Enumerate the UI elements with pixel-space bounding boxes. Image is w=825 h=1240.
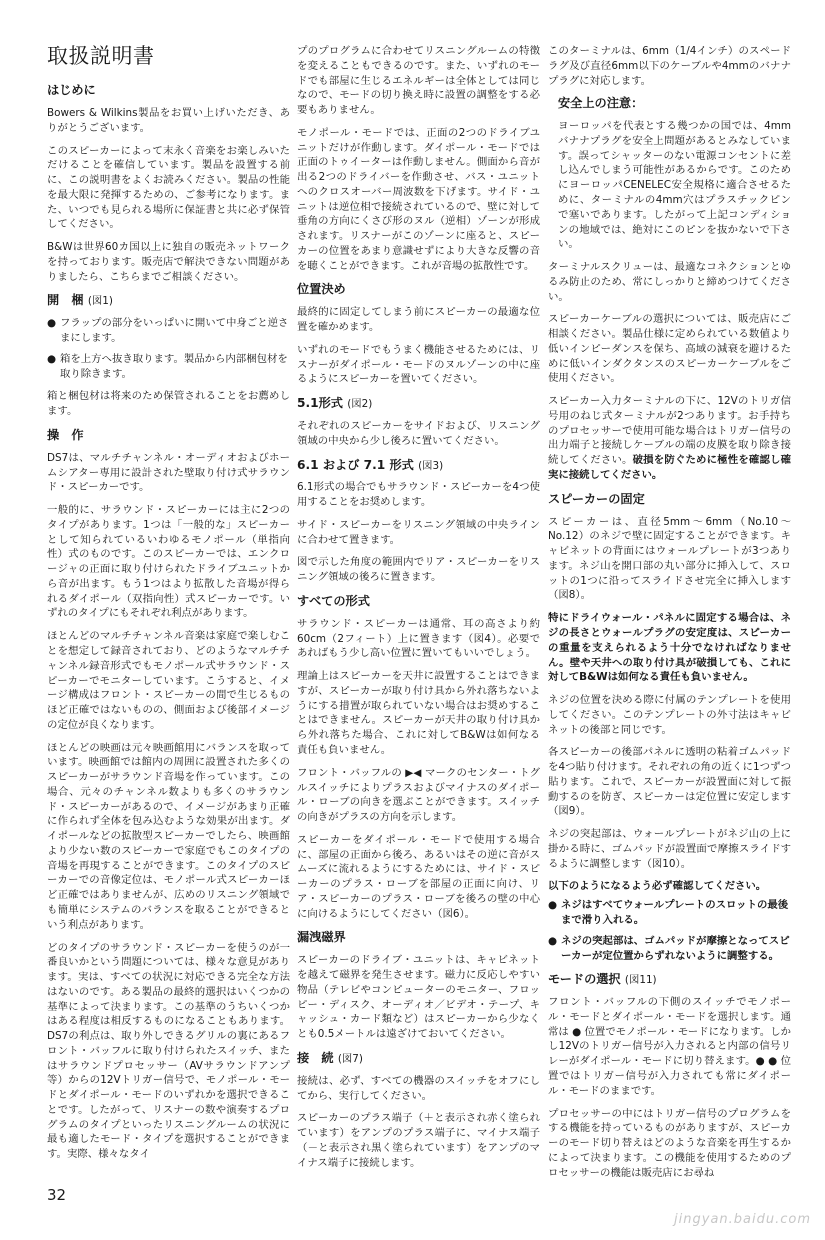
subheading-5-1 [297,396,540,412]
subheading-all: すべての形式 [297,594,370,609]
paragraph: スピーカーケーブルの選択については、販売店にご相談ください。製品仕様に定められている数値より低いインピーダンスを保ち、高域の減衰を避けるために低いインダクタンスのスピーカーケーブルをご使用ください。 [548,313,791,385]
figure-ref: (図1) [87,295,113,308]
bullet-icon: ● [47,317,57,330]
heading-text: 接 続 [297,1050,334,1065]
paragraph: スピーカーは、直径5mm～6mm（No.10～No.12）のネジで壁に固定することができます。キャビネットの背面にはウォールプレートが3つあります。ネジ山を開口部の丸い部分に挿入して、スロットの1つに沿ってスライドさせ完全に挿入します（図8）。 [548,515,791,602]
section-heading-position: 位置決め [297,282,346,297]
paragraph: スピーカーのドライブ・ユニットは、キャビネットを越えて磁界を発生させます。磁力に反応しやすい物品（テレビやコンピューターのモニター、フロッピー・ディスク、オーディオ／ビデオ・テープ、キャッシュ・カード類など）はスピーカーから少なくとも0.5メートルは遠ざけておいてください。 [297,954,540,1041]
column-left [47,44,290,1170]
paragraph: プのプログラムに合わせてリスニングルームの特徴を変えることもできるのです。また、いずれのモードでも部屋に生じるエネルギーは全体としては同じなので、モードの切り換え時に設置の調整をする必要もありません。 [297,45,540,117]
paragraph: 箱と梱包材は将来のため保管されることをお薦めします。 [47,390,290,418]
check-list [548,898,791,963]
column-right [548,44,791,1188]
list-item [548,934,791,964]
paragraph: 各スピーカーの後部パネルに透明の粘着ゴムパッドを4つ貼り付けます。それぞれの角の近くに1つずつ貼ります。これで、スピーカーが設置面に対して振動するのを防ぎ、スピーカーは定位置に安定します（図9）。 [548,746,791,818]
paragraph-bold-text: 破損を防ぐために極性を確認し確実に接続してください。 [548,454,792,481]
list-item-text: ネジはすべてウォールプレートのスロットの最後まで滑り入れる。 [561,899,789,926]
page-number: 32 [47,1186,67,1204]
figure-ref: (図7) [337,1052,363,1065]
safety-heading: 安全上の注意： [558,96,644,111]
paragraph: スピーカーをダイポール・モードで使用する場合に、部屋の正面から後ろ、あるいはその逆に音がスムーズに流れるようにするためには、サイド・スピーカーのプラス・ローブを部屋の正面に向け、リア・スピーカーのプラス・ローブを後ろの壁の中心に向けるようにしてください（図6）。 [297,833,540,920]
heading-text: 開 梱 [47,293,84,308]
paragraph: フロント・バッフルの下側のスイッチでモノポール・モードとダイポール・モードを選択します。通常は ● 位置でモノポール・モードになります。しかし12Vのトリガー信号が入力されると内部の信号リレーがダイポール・モードに切り替えます。● ● 位置ではトリガー信号が入力されても常にダイポール・モードのままです。 [548,996,791,1097]
list-item [47,352,290,382]
safety-note [558,96,791,252]
paragraph: 理論上はスピーカーを天井に設置することはできますが、スピーカーが取り付け具から外れ落ちないようにする措置が取られていない場合はお奨めすることはできません。スピーカーが天井の取り付け具から外れ落ちた場合、これに対してB&Wは如何なる責任も負いません。 [297,670,540,756]
paragraph: ネジの突起部は、ウォールプレートがネジ山の上に掛かる時に、ゴムパッドが設置面で摩擦スライドするように調整します（図10）。 [548,828,791,870]
figure-ref: (図2) [347,398,373,411]
paragraph: それぞれのスピーカーをサイドおよび、リスニング領域の中央から少し後ろに置いてください。 [297,420,540,447]
paragraph: サラウンド・スピーカーは通常、耳の高さより約60cm（2フィート）上に置きます（図4）。必要であればもう少し高い位置に置いてもいいでしょう。 [297,617,540,660]
column-middle [297,44,540,1178]
section-heading-leak: 漏洩磁界 [297,930,346,945]
paragraph: Bowers & Wilkins製品をお買い上げいただき、ありがとうございます。 [47,107,290,134]
paragraph: 接続は、必ず、すべての機器のスイッチをオフにしてから、実行してください。 [297,1074,540,1102]
paragraph: どのタイプのサラウンド・スピーカーを使うのが一番良いかという問題については、様々な意見があります。実は、すべての状況に対応できる完全な方法はないのです。ある製品の最終的選択はいくつかの基準によって決まります。この基準のうちいくつかはある程度は相反するものになることもあります。DS7の利点は、取り外しできるグリルの裏にあるフロント・バッフルに取り付けられたスイッチ、またはサラウンドプロセッサー（AVサラウンドアンプ等）からの12Vトリガー信号で、モノポール・モードとダイポール・モードのいずれかを選択できることです。したがって、リスナーの数や演奏するプログラムのタイプといったリスニングルームの状況に最も適したモード・タイプを選択することができます。実際、様々なタイ [47,941,290,1161]
list-item [47,316,290,346]
list-item [548,898,791,928]
paragraph: プロセッサーの中にはトリガー信号のプログラムをする機能を持っているものがありますが、スピーカーのモード切り替えはどのような音楽を再生するかによって決まります。この機能を使用するためのプロセッサーの機能は販売店にお尋ね [548,1107,791,1179]
paragraph: 6.1形式の場合でもサラウンド・スピーカーを4つ使用することをお奨めします。 [297,481,540,509]
paragraph: 一般的に、サラウンド・スピーカーには主に2つのタイプがあります。1つは「一般的な」スピーカーとして知られているいわゆるモノポール（単指向性）式のものです。このスピーカーでは、エンクロージャの正面に取り付けられたドライブユニットから音が出ます。もう1つはより拡散した音場が得られるダイポール（双指向性）式スピーカーです。いずれのタイプにもそれぞれ利点があります。 [47,504,290,620]
paragraph: 最終的に固定してしまう前にスピーカーの最適な位置を確かめます。 [297,306,540,334]
paragraph: DS7は、マルチチャンネル・オーディオおよびホームシアター専用に設計された壁取り付け式サラウンド・スピーカーです。 [47,451,290,494]
heading-text: モードの選択 [548,972,621,987]
paragraph: ほとんどの映画は元々映画館用にバランスを取っています。映画館では館内の周囲に設置された多くのスピーカーがサラウンド音場を作っています。この場合、元々のチャンネル数よりも多くのサラウンド・スピーカーがあるので、イメージがあまり正確に作られず全体を包み込むような効果が出ます。ダイポールなどの拡散型スピーカーでしたら、映画館より少ない数のスピーカーで家庭でもこのタイプの音場を再現することができます。このタイプのスピーカーでの音像定位は、モノポール式スピーカーほど正確ではありませんが、広めのリスニング領域でも簡単にシステムのバランスを取ることができるという利点があります。 [47,741,290,931]
check-title: 以下のようになるよう必ず確認してください。 [548,880,767,893]
paragraph: ネジの位置を決める際に付属のテンプレートを使用してください。このテンプレートの外寸法はキャビネットの後部と同じです。 [548,694,791,736]
paragraph [548,394,791,483]
figure-ref: (図3) [418,459,444,472]
section-heading-intro: はじめに [47,83,96,98]
paragraph: ターミナルスクリューは、最適なコネクションとゆるみ防止のため、常にしっかりと締めつけてください。 [548,261,791,303]
figure-ref: (図11) [624,974,657,987]
paragraph-text: スピーカー入力ターミナルの下に、12Vのトリガ信号用のねじ式ターミナルが2つあります。お手持ちのプロセッサーで使用可能な場合はトリガー信号の出力端子と接続しケーブルの端の皮膜を取り除き接続してください。 [548,395,791,467]
paragraph: いずれのモードでもうまく機能させるためには、リスナーがダイポール・モードのヌルゾーンの中に座るようにスピーカーを置いてください。 [297,343,540,386]
paragraph: フロント・バッフルの ▶◀ マークのセンター・トグルスイッチによりプラスおよびマイナスのダイポール・ローブの向きを選ぶことができます。スイッチの向きがプラスの方向を示します。 [297,766,540,824]
paragraph: ヨーロッパを代表とする幾つかの国では、4mmバナナプラグを安全上問題があるとみなしています。誤ってシャッターのない電源コンセントに差し込んでしまう可能性があるからです。このためにヨーロッパCENELEC安全規格に適合させるために、ターミナルの4mm穴はプラスチックピンで塞いであります。したがって上記コンディションの地域では、絶対にこのピンを抜かないで下さい。 [558,120,791,251]
heading-text: 6.1 および 7.1 形式 [297,457,414,472]
paragraph: B&Wは世界60カ国以上に独自の販売ネットワークを持っております。販売店で解決できない問題がありましたら、こちらまでご相談ください。 [47,241,290,283]
list-item-text: 箱を上方へ抜き取ります。製品から内部梱包材を取り除きます。 [60,352,288,380]
list-item-text: ネジの突起部は、ゴムパッドが摩擦となってスピーカーが定位置からずれないように調整する。 [561,934,790,962]
paragraph: スピーカーのプラス端子（＋と表示され赤く塗られています）をアンプのプラス端子に、マイナス端子（－と表示され黒く塗られています）をアンプのマイナス端子に接続します。 [297,1112,540,1169]
paragraph: このスピーカーによって末永く音楽をお楽しみいただけることを確信しています。製品を設置する前に、この説明書をよくお読みください。製品の性能を最大限に発揮するための、ご参考になります。また、いつでも見られる場所に保証書と共に必ず保管してください。 [47,144,290,231]
paragraph: 図で示した角度の範囲内でリア・スピーカーをリスニング領域の後ろに置きます。 [297,556,540,584]
page-title: 取扱説明書 [47,44,155,68]
warning-paragraph: 特にドライウォール・パネルに固定する場合は、ネジの長さとウォールプラグの安定度は、スピーカーの重量を支えられるよう十分でなければなりません。壁や天井への取り付け具が破損しても、これに対してB&Wは如何なる責任も負いません。 [548,612,791,684]
bullet-icon: ● [548,899,558,912]
heading-text: 5.1形式 [297,396,343,411]
list-item-text: フラップの部分をいっぱいに開いて中身ごと逆さまにします。 [60,317,289,345]
paragraph: モノポール・モードでは、正面の2つのドライブユニットだけが作動します。ダイポール・モードでは正面のトゥイーターは作動しません。側面から音が出る2つのドライバーを作動させ、バス・ユニットへのクロスオーバー周波数を下げます。サイド・ユニットは逆位相で接続されているので、壁に対して垂角の方向にくさび形のヌル（逆相）ゾーンが形成されます。リスナーがこのゾーンに座ると、スピーカーの位置をあまり意識せずにより大きな反響の音を聴くことができます。これが音場の拡散性です。 [297,126,540,272]
paragraph: ほとんどのマルチチャンネル音楽は家庭で楽しむことを想定して録音されており、どのようなマルチチャンネル録音形式でもモノポール式サラウンド・スピーカーでモニターしています。こうすると、イメージ構成はフロント・スピーカーの間で生じるものほど正確ではないものの、側面および後部イメージの定位が良くなります。 [47,630,290,731]
bullet-icon: ● [548,934,558,947]
section-heading-operation: 操 作 [47,427,84,442]
bullet-icon: ● [47,352,57,365]
watermark: jingyan.baidu.com [674,1212,811,1227]
section-heading-mode [548,972,791,988]
section-heading-fix: スピーカーの固定 [548,491,645,506]
paragraph: このターミナルは、6mm（1/4インチ）のスペードラグ及び直径6mm以下のケーブルや4mmのバナナプラグに対応します。 [548,45,791,87]
section-heading-unpack [47,293,290,309]
subheading-6-1 [297,458,540,474]
paragraph: サイド・スピーカーをリスニング領域の中央ラインに合わせて置きます。 [297,518,540,546]
unpack-list [47,316,290,381]
section-heading-connect [297,1051,540,1067]
